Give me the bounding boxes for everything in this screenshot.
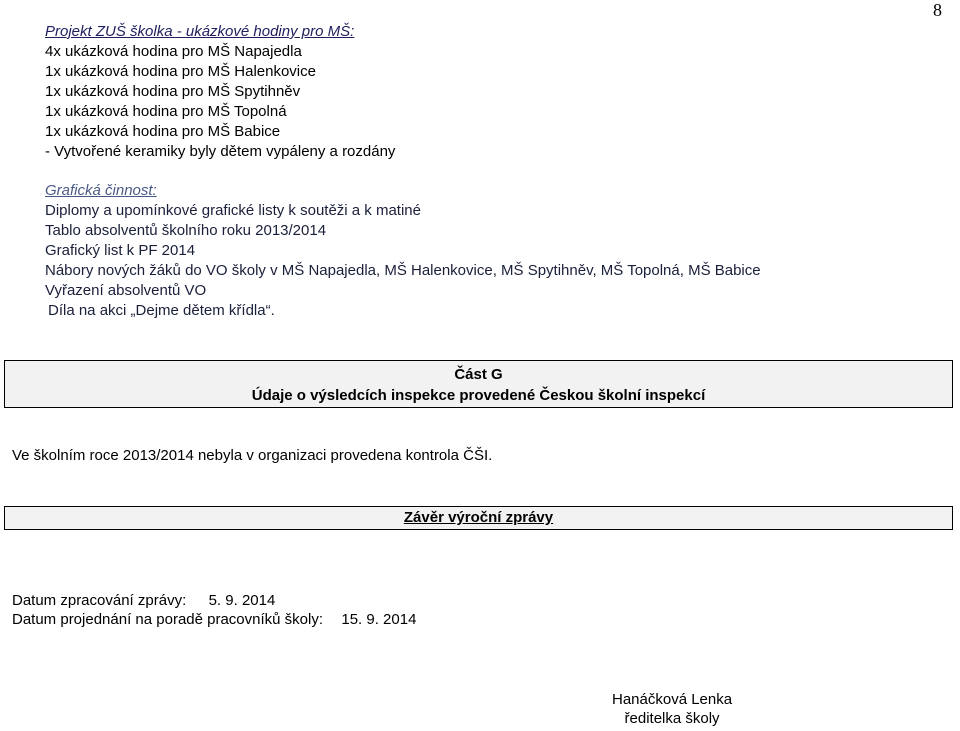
project-line: 1x ukázková hodina pro MŠ Babice: [45, 123, 281, 140]
section-g-box: [4, 360, 953, 408]
graphic-heading: Grafická činnost:: [45, 182, 157, 199]
graphic-line: Grafický list k PF 2014: [45, 242, 196, 259]
discussed-date-row: [12, 610, 416, 629]
processed-date-row: [12, 591, 416, 610]
discussed-date-value: 15. 9. 2014: [341, 611, 417, 628]
project-line: 4x ukázková hodina pro MŠ Napajedla: [45, 43, 302, 60]
project-line: 1x ukázková hodina pro MŠ Halenkovice: [45, 63, 316, 80]
graphic-section: [45, 181, 761, 321]
signature-role: ředitelka školy: [624, 710, 720, 727]
page-number: 8: [933, 0, 942, 20]
graphic-line: Vyřazení absolventů VO: [45, 282, 207, 299]
processed-date-value: 5. 9. 2014: [208, 592, 276, 609]
graphic-line: Tablo absolventů školního roku 2013/2014: [45, 222, 327, 239]
processed-date-label: Datum zpracování zprávy:: [12, 592, 187, 609]
project-heading: Projekt ZUŠ školka - ukázkové hodiny pro MŠ:: [45, 23, 355, 40]
graphic-line: Nábory nových žáků do VO školy v MŠ Napajedla, MŠ Halenkovice, MŠ Spytihněv, MŠ Topolná, MŠ Babice: [45, 262, 761, 279]
section-g-subtitle: Údaje o výsledcích inspekce provedené Českou školní inspekcí: [251, 387, 706, 404]
dates-block: [12, 591, 416, 629]
project-section: [45, 22, 395, 162]
signature-block: [612, 690, 732, 728]
project-line: 1x ukázková hodina pro MŠ Spytihněv: [45, 83, 301, 100]
section-g-title: Část G: [454, 366, 503, 383]
project-line: 1x ukázková hodina pro MŠ Topolná: [45, 103, 287, 120]
graphic-line: Díla na akci „Dejme dětem křídla“.: [48, 302, 275, 319]
project-line: - Vytvořené keramiky byly dětem vypáleny a rozdány: [45, 143, 396, 160]
inspection-statement: Ve školním roce 2013/2014 nebyla v organizaci provedena kontrola ČŠI.: [12, 447, 493, 464]
discussed-date-label: Datum projednání na poradě pracovníků školy:: [12, 611, 324, 628]
conclusion-box: [4, 506, 953, 530]
signature-name: Hanáčková Lenka: [612, 691, 733, 708]
conclusion-title: Závěr výroční zprávy: [403, 509, 554, 526]
graphic-line: Diplomy a upomínkové grafické listy k soutěži a k matiné: [45, 202, 421, 219]
